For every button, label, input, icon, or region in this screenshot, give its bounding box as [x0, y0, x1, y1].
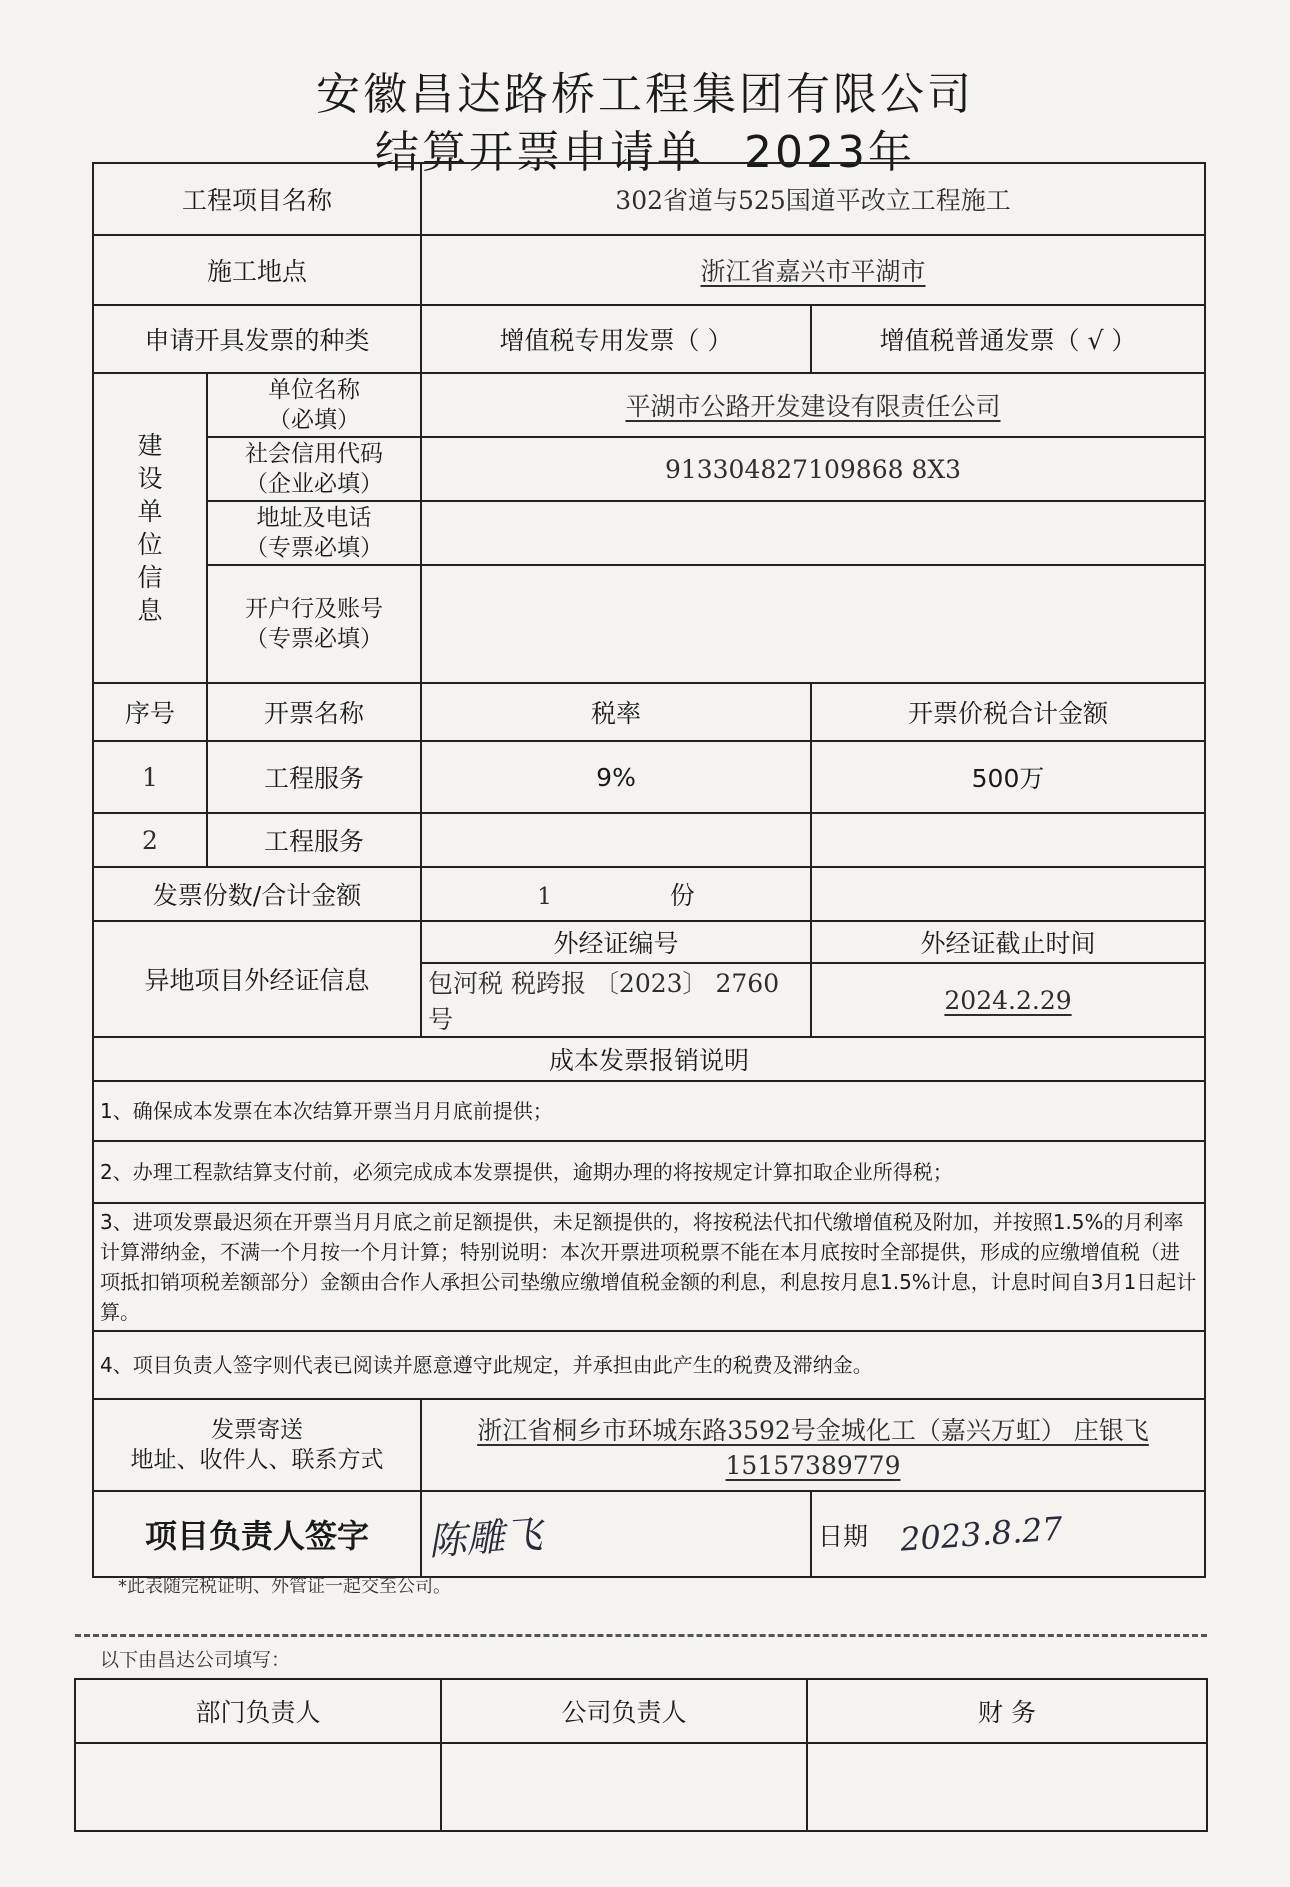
- address-phone-value[interactable]: [421, 501, 1205, 565]
- bank-account-row: [93, 565, 1205, 683]
- item-amount[interactable]: 500万: [811, 741, 1205, 813]
- outside-date-header: 外经证截止时间: [811, 921, 1205, 963]
- item-rate[interactable]: [421, 813, 811, 867]
- credit-code-value[interactable]: 913304827109868 8X3: [421, 437, 1205, 501]
- item-name[interactable]: 工程服务: [207, 813, 421, 867]
- site-row: [93, 235, 1205, 305]
- invoice-count-cell[interactable]: [421, 867, 811, 921]
- signature-label: 项目负责人签字: [93, 1491, 421, 1577]
- signature-handwritten: 陈雕飞: [426, 1511, 544, 1564]
- signature-row: [93, 1491, 1205, 1577]
- item-row: [93, 741, 1205, 813]
- footer-note: *此表随完税证明、外管证一起交至公司。: [118, 1576, 451, 1597]
- company-head-sign-cell[interactable]: [441, 1743, 807, 1831]
- credit-code-label: 社会信用代码 （企业必填）: [207, 437, 421, 501]
- cost-note-row: [93, 1331, 1205, 1399]
- delivery-value[interactable]: [421, 1399, 1205, 1491]
- credit-code-row: [93, 437, 1205, 501]
- item-amount[interactable]: [811, 813, 1205, 867]
- invoice-count-unit: 份: [669, 881, 695, 910]
- date-cell[interactable]: [811, 1491, 1205, 1577]
- project-name-row: [93, 163, 1205, 235]
- item-name[interactable]: 工程服务: [207, 741, 421, 813]
- item-no: 1: [93, 741, 207, 813]
- invoice-total-value[interactable]: [811, 867, 1205, 921]
- main-form-table: [92, 162, 1206, 1578]
- cost-note-row: [93, 1141, 1205, 1203]
- address-phone-label: 地址及电话 （专票必填）: [207, 501, 421, 565]
- cost-note-row: [93, 1203, 1205, 1331]
- dept-head-header: 部门负责人: [75, 1679, 441, 1743]
- company-head-header: 公司负责人: [441, 1679, 807, 1743]
- bank-account-label: 开户行及账号 （专票必填）: [207, 565, 421, 683]
- cost-notes-title: 成本发票报销说明: [93, 1037, 1205, 1081]
- outside-label: 异地项目外经证信息: [93, 921, 421, 1037]
- unit-name-value[interactable]: 平湖市公路开发建设有限责任公司: [421, 373, 1205, 437]
- invoice-count-label: 发票份数/合计金额: [93, 867, 421, 921]
- invoice-special-option[interactable]: 增值税专用发票（ ）: [421, 305, 811, 373]
- invoice-general-option[interactable]: 增值税普通发票（ √ ）: [811, 305, 1205, 373]
- cost-note-item: 1、确保成本发票在本次结算开票当月月底前提供；: [93, 1081, 1205, 1141]
- finance-sign-cell[interactable]: [807, 1743, 1207, 1831]
- cost-note-item: 3、进项发票最迟须在开票当月月底之前足额提供，未足额提供的，将按税法代扣代缴增值税及附加，并按照1.5%的月利率计算滞纳金，不满一个月按一个月计算；特别说明：本次开票进项税票不能在本月底按时全部提供，形成的应缴增值税（进项抵扣销项税差额部分）金额由合作人承担公司垫缴应缴增值税金额的利息，利息按月息1.5%计息，计息时间自3月1日起计算。: [93, 1203, 1205, 1331]
- item-row: [93, 813, 1205, 867]
- outside-no-value[interactable]: 包河税 税跨报 〔2023〕 2760 号: [421, 963, 811, 1037]
- signature-cell[interactable]: [421, 1491, 811, 1577]
- delivery-row: [93, 1399, 1205, 1491]
- unit-name-row: [93, 373, 1205, 437]
- invoice-type-row: [93, 305, 1205, 373]
- delivery-phone: 15157389779: [725, 1450, 901, 1480]
- address-phone-row: [93, 501, 1205, 565]
- dashed-divider: [75, 1634, 1207, 1637]
- site-value[interactable]: 浙江省嘉兴市平湖市: [421, 235, 1205, 305]
- project-name-label: 工程项目名称: [93, 163, 421, 235]
- date-handwritten: 2023.8.27: [898, 1509, 1064, 1559]
- header-no: 序号: [93, 683, 207, 741]
- cost-note-item: 4、项目负责人签字则代表已阅读并愿意遵守此规定，并承担由此产生的税费及滞纳金。: [93, 1331, 1205, 1399]
- company-fill-note: 以下由昌达公司填写：: [100, 1649, 291, 1671]
- header-amount: 开票价税合计金额: [811, 683, 1205, 741]
- cost-note-row: [93, 1081, 1205, 1141]
- site-label: 施工地点: [93, 235, 421, 305]
- project-name-value[interactable]: 302省道与525国道平改立工程施工: [421, 163, 1205, 235]
- header-invoice-name: 开票名称: [207, 683, 421, 741]
- bank-account-value[interactable]: [421, 565, 1205, 683]
- cost-notes-title-row: [93, 1037, 1205, 1081]
- outside-header-row: [93, 921, 1205, 963]
- form-year: 2023年: [744, 127, 915, 178]
- item-rate[interactable]: 9%: [421, 741, 811, 813]
- approval-table: [74, 1678, 1208, 1832]
- invoice-count-row: [93, 867, 1205, 921]
- dept-head-sign-cell[interactable]: [75, 1743, 441, 1831]
- invoice-type-label: 申请开具发票的种类: [93, 305, 421, 373]
- date-label: 日期: [818, 1522, 869, 1551]
- outside-date-value[interactable]: 2024.2.29: [811, 963, 1205, 1037]
- delivery-label: 发票寄送 地址、收件人、联系方式: [93, 1399, 421, 1491]
- outside-no-header: 外经证编号: [421, 921, 811, 963]
- delivery-address: 浙江省桐乡市环城东路3592号金城化工（嘉兴万虹） 庄银飞: [477, 1415, 1149, 1445]
- unit-name-label: 单位名称 （必填）: [207, 373, 421, 437]
- header-tax-rate: 税率: [421, 683, 811, 741]
- finance-header: 财 务: [807, 1679, 1207, 1743]
- invoice-count-value: 1: [537, 884, 552, 910]
- builder-section-label: 建 设 单 位 信 息: [93, 373, 207, 683]
- form-name: 结算开票申请单: [375, 127, 704, 178]
- item-no: 2: [93, 813, 207, 867]
- items-header-row: [93, 683, 1205, 741]
- cost-note-item: 2、办理工程款结算支付前，必须完成成本发票提供，逾期办理的将按规定计算扣取企业所得税；: [93, 1141, 1205, 1203]
- company-title: 安徽昌达路桥工程集团有限公司: [316, 69, 974, 120]
